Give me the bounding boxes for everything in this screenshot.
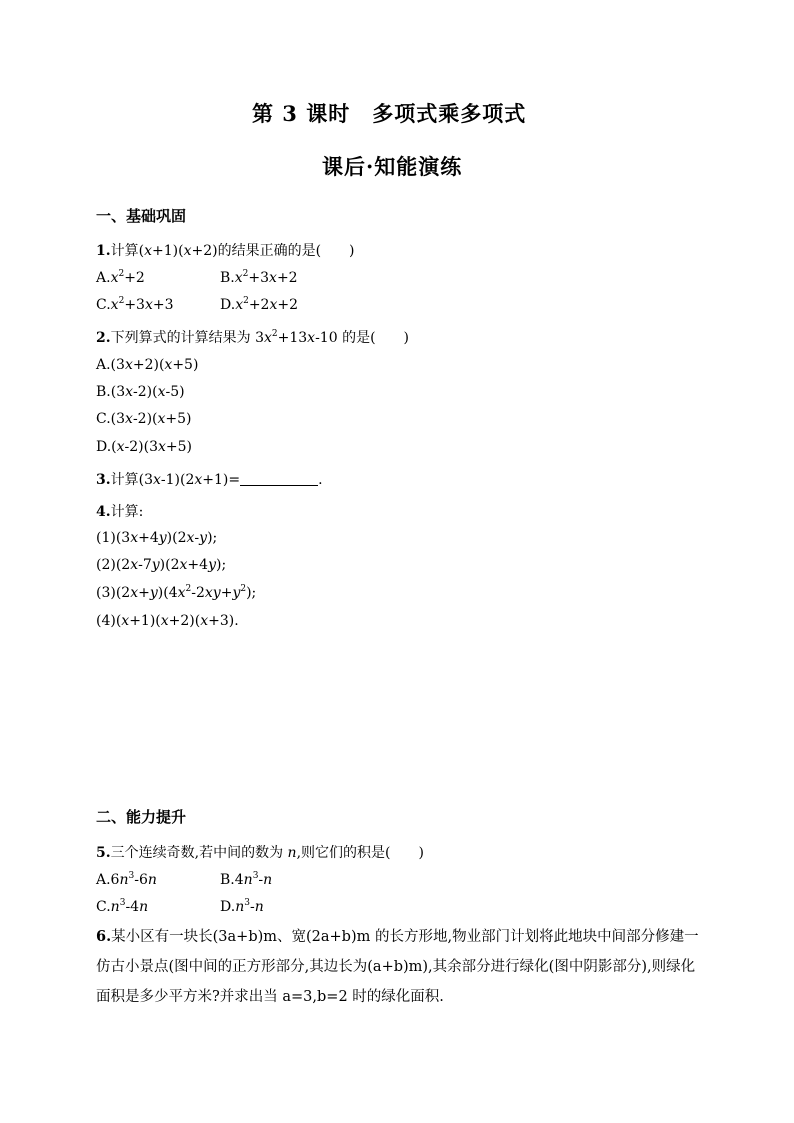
question-4-stem bbox=[96, 501, 143, 521]
sub-question-4: (4)(x+1)(x+2)(x+3). bbox=[96, 613, 239, 629]
question-number: 1. bbox=[96, 243, 111, 259]
question-text: 计算(3 bbox=[110, 472, 153, 488]
option-a: $A.6n^3-6n$ bbox=[96, 871, 157, 888]
question-text: 的是( ) bbox=[342, 330, 410, 346]
option-d: $D.x^2+2x+2$ bbox=[220, 296, 299, 313]
option-c: C.(3x-2)(x+5) bbox=[96, 411, 192, 427]
option-d: $D.n^3-n$ bbox=[220, 898, 264, 915]
question-1-stem: 1.计算(x+1)(x+2)的结果正确的是( ) bbox=[96, 243, 355, 259]
question-text: 下列算式的计算结果为 3 bbox=[110, 330, 264, 346]
option-d: D.(x-2)(3x+5) bbox=[96, 439, 193, 455]
option-a: $A.x^2+2$ bbox=[96, 269, 145, 286]
question-text: ,则它们的积是( ) bbox=[296, 845, 424, 861]
question-text: 某小区有一块长(3a+b)m、宽(2a+b)m 的长方形地,物业部门计划将此地块中间部分修建一仿古小景点(图中间的正方形部分,其边长为(a+b)m),其余部分进行绿化(图中阴影部分),则绿化面积是多少平方米?并求出当 a=3,b=2 时的绿化面积. bbox=[96, 929, 699, 1005]
question-number: 6. bbox=[96, 928, 112, 945]
question-6 bbox=[96, 922, 700, 1012]
sub-question-1: (1)(3x+4y)(2x-y); bbox=[96, 530, 218, 546]
option-c: $C.x^2+3x+3$ bbox=[96, 296, 174, 313]
option-c: $C.n^3-4n$ bbox=[96, 898, 149, 915]
question-5-stem: 5.三个连续奇数,若中间的数为 n,则它们的积是( ) bbox=[96, 845, 424, 861]
answer-blank[interactable] bbox=[240, 473, 318, 486]
option-b: $B.x^2+3x+2$ bbox=[220, 269, 298, 286]
sub-question-3: $(3)(2x+y)(4x^2-2xy+y^2)$; bbox=[96, 584, 257, 601]
question-3-stem: 3.计算(3x-1)(2x+1)= . bbox=[96, 472, 323, 488]
sub-question-2: (2)(2x-7y)(2x+4y); bbox=[96, 557, 227, 573]
question-text: 计算( bbox=[110, 243, 145, 259]
section-heading-advanced: 二、能力提升 bbox=[96, 808, 187, 826]
question-text: 三个连续奇数,若中间的数为 bbox=[110, 845, 288, 861]
page-title: 第 3 课时 多项式乘多项式 bbox=[252, 101, 527, 126]
option-a: A.(3x+2)(x+5) bbox=[96, 357, 199, 373]
option-b: B.(3x-2)(x-5) bbox=[96, 384, 185, 400]
question-number: 2. bbox=[96, 330, 111, 346]
question-text: 计算: bbox=[110, 504, 144, 520]
question-text: )的结果正确的是( ) bbox=[212, 243, 355, 259]
page-subtitle: 课后·知能演练 bbox=[322, 154, 463, 179]
section-heading-basic: 一、基础巩固 bbox=[96, 207, 187, 225]
question-2-stem: 2.下列算式的计算结果为 $3x^2+13x-10$ 的是( ) bbox=[96, 329, 410, 346]
option-b: $B.4n^3-n$ bbox=[220, 871, 273, 888]
question-number: 5. bbox=[96, 845, 111, 861]
question-number: 4. bbox=[96, 504, 111, 520]
question-number: 3. bbox=[96, 472, 111, 488]
